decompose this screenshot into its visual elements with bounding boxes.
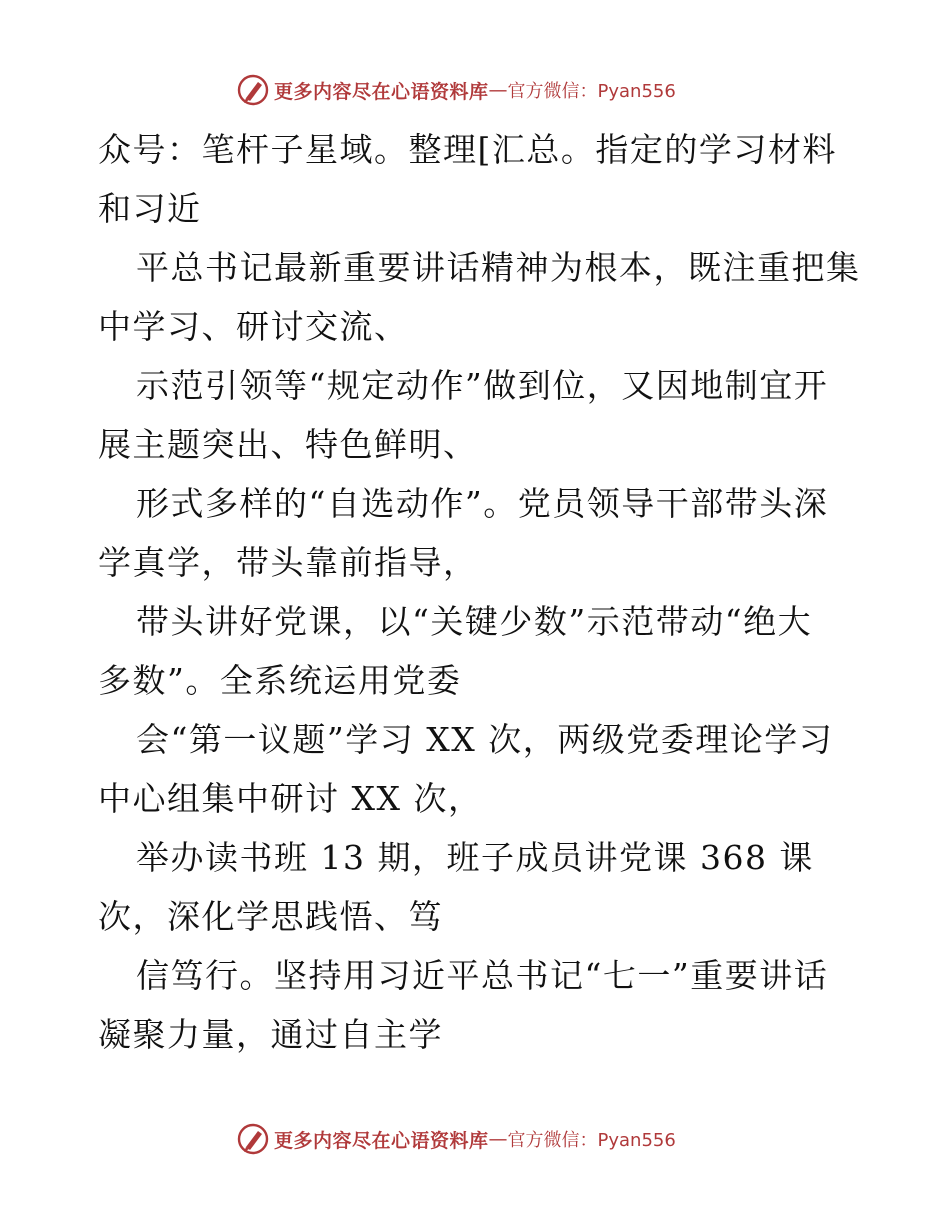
body-line: 会“第一议题”学习 XX 次，两级党委理论学习 bbox=[136, 720, 834, 759]
body-line: 形式多样的“自选动作”。党员领导干部带头深 bbox=[136, 484, 829, 523]
pen-logo-icon bbox=[236, 1122, 270, 1156]
body-line: 中学习、研讨交流、 bbox=[98, 307, 409, 346]
body-line: 展主题突出、特色鲜明、 bbox=[98, 425, 478, 464]
body-line: 众号：笔杆子星域。整理[汇总。指定的学习材料 bbox=[98, 130, 837, 169]
banner-dash: — bbox=[488, 1128, 508, 1150]
header-banner bbox=[236, 73, 676, 107]
document-body bbox=[98, 120, 861, 1064]
body-line: 信笃行。坚持用习近平总书记“七一”重要讲话 bbox=[136, 956, 829, 995]
pen-logo-icon bbox=[236, 73, 270, 107]
body-line: 多数”。全系统运用党委 bbox=[98, 661, 462, 700]
body-line: 举办读书班 13 期，班子成员讲党课 368 课 bbox=[136, 838, 814, 877]
body-line: 带头讲好党课，以“关键少数”示范带动“绝大 bbox=[136, 602, 813, 641]
body-line: 次，深化学思践悟、笃 bbox=[98, 897, 443, 936]
body-line: 平总书记最新重要讲话精神为根本，既注重把集 bbox=[136, 248, 861, 287]
body-line: 示范引领等“规定动作”做到位，又因地制宜开 bbox=[136, 366, 829, 405]
body-line: 学真学，带头靠前指导， bbox=[98, 543, 478, 582]
banner-dash: — bbox=[488, 79, 508, 101]
body-line: 凝聚力量，通过自主学 bbox=[98, 1015, 443, 1054]
banner-text: 更多内容尽在心语资料库 bbox=[274, 1129, 489, 1152]
banner-text: 更多内容尽在心语资料库 bbox=[274, 80, 489, 103]
body-line: 中心组集中研讨 XX 次， bbox=[98, 779, 483, 818]
banner-contact: 官方微信：Pyan556 bbox=[507, 81, 676, 102]
body-line: 和习近 bbox=[98, 189, 202, 228]
banner-contact: 官方微信：Pyan556 bbox=[507, 1130, 676, 1151]
footer-banner bbox=[236, 1122, 676, 1156]
